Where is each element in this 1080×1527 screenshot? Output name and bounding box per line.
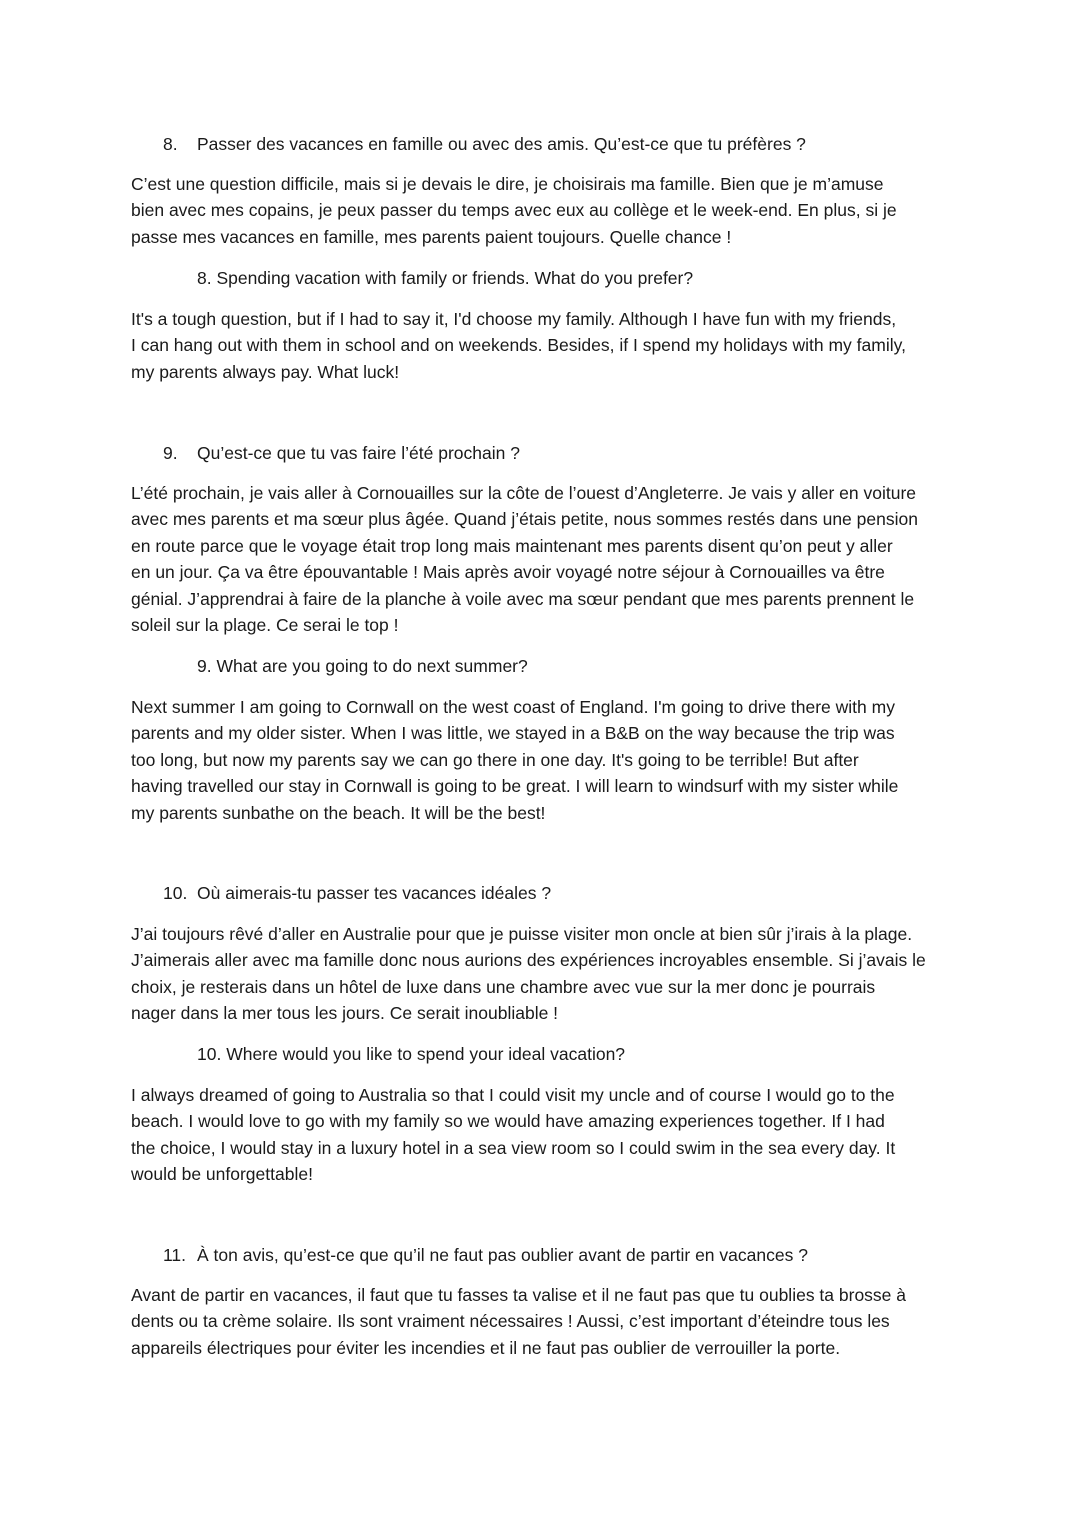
answer-en-9 <box>131 694 961 826</box>
question-fr-9 <box>163 440 520 466</box>
answer-line: choix, je resterais dans un hôtel de luxe dans une chambre avec vue sur la mer donc je pourrais <box>131 976 876 997</box>
question-fr-10 <box>163 880 551 906</box>
answer-line: J’ai toujours rêvé d’aller en Australie pour que je puisse visiter mon oncle at bien sûr j’irais à la plage. <box>131 924 913 944</box>
answer-line: dents ou ta crème solaire. Ils sont vraiment nécessaires ! Aussi, c’est important d’éteindre tous les <box>131 1311 890 1332</box>
answer-fr-8 <box>131 171 961 250</box>
answer-line: C’est une question difficile, mais si je devais le dire, je choisirais ma famille. Bien que je m’amuse <box>131 174 884 194</box>
answer-line: I can hang out with them in school and on weekends. Besides, if I spend my holidays with my family, <box>131 335 906 356</box>
question-text: Où aimerais-tu passer tes vacances idéales ? <box>197 883 552 903</box>
answer-line: appareils électriques pour éviter les incendies et il ne faut pas oublier de verrouiller la porte. <box>131 1337 841 1358</box>
answer-line: too long, but now my parents say we can go there in one day. It's going to be terrible! But after <box>131 749 859 770</box>
question-text: Qu’est-ce que tu vas faire l’été prochain ? <box>197 443 520 463</box>
answer-line: I always dreamed of going to Australia so that I could visit my uncle and of course I would go to the <box>131 1085 895 1105</box>
answer-line: my parents sunbathe on the beach. It will be the best! <box>131 802 546 823</box>
answer-line: en un jour. Ça va être épouvantable ! Mais après avoir voyagé notre séjour à Cornouailles va être <box>131 562 885 583</box>
answer-en-10 <box>131 1082 961 1188</box>
question-en-9: 9. What are you going to do next summer? <box>197 656 528 676</box>
question-fr-11 <box>163 1242 808 1268</box>
answer-en-8 <box>131 306 961 385</box>
question-number: 11. <box>163 1245 187 1265</box>
answer-line: Next summer I am going to Cornwall on the west coast of England. I'm going to drive there with my <box>131 697 895 717</box>
answer-line: génial. J’apprendrai à faire de la planche à voile avec ma sœur pendant que mes parents prennent le <box>131 588 915 609</box>
question-text: À ton avis, qu’est-ce que qu’il ne faut pas oublier avant de partir en vacances ? <box>197 1245 808 1265</box>
answer-line: avec mes parents et ma sœur plus âgée. Quand j’étais petite, nous sommes restés dans une pension <box>131 509 918 530</box>
answer-line: passe mes vacances en famille, mes parents paient toujours. Quelle chance ! <box>131 226 732 247</box>
question-number: 10. <box>163 883 188 903</box>
answer-fr-9 <box>131 480 961 638</box>
answer-fr-10 <box>131 921 961 1027</box>
answer-line: L’été prochain, je vais aller à Cornouailles sur la côte de l’ouest d’Angleterre. Je vais y aller en voiture <box>131 483 917 503</box>
answer-line: beach. I would love to go with my family so we would have amazing experiences together. If I had <box>131 1111 885 1132</box>
answer-line: parents and my older sister. When I was little, we stayed in a B&B on the way because the trip was <box>131 723 895 744</box>
answer-line: It's a tough question, but if I had to say it, I'd choose my family. Although I have fun with my friends, <box>131 309 897 329</box>
answer-line: bien avec mes copains, je peux passer du temps avec eux au collège et le week-end. En plus, si je <box>131 200 897 221</box>
answer-line: J’aimerais aller avec ma famille donc nous aurions des expériences incroyables ensemble. Si j’avais le <box>131 950 926 971</box>
question-fr-8 <box>163 131 806 157</box>
question-number: 8. <box>163 134 178 154</box>
answer-line: the choice, I would stay in a luxury hotel in a sea view room so I could swim in the sea every day. It <box>131 1137 896 1158</box>
answer-line: en route parce que le voyage était trop long mais maintenant mes parents disent qu’on peut y aller <box>131 535 893 556</box>
question-en-10: 10. Where would you like to spend your ideal vacation? <box>197 1044 626 1064</box>
answer-line: nager dans la mer tous les jours. Ce serait inoubliable ! <box>131 1003 559 1024</box>
question-en-8: 8. Spending vacation with family or friends. What do you prefer? <box>197 268 694 288</box>
answer-line: my parents always pay. What luck! <box>131 361 400 382</box>
answer-line: Avant de partir en vacances, il faut que tu fasses ta valise et il ne faut pas que tu oublies ta brosse à <box>131 1285 907 1305</box>
answer-line: having travelled our stay in Cornwall is going to be great. I will learn to windsurf with my sister while <box>131 776 899 797</box>
answer-fr-11 <box>131 1282 961 1361</box>
answer-line: would be unforgettable! <box>131 1164 313 1185</box>
question-number: 9. <box>163 443 178 463</box>
question-text: Passer des vacances en famille ou avec des amis. Qu’est-ce que tu préfères ? <box>197 134 806 154</box>
answer-line: soleil sur la plage. Ce serai le top ! <box>131 615 399 636</box>
